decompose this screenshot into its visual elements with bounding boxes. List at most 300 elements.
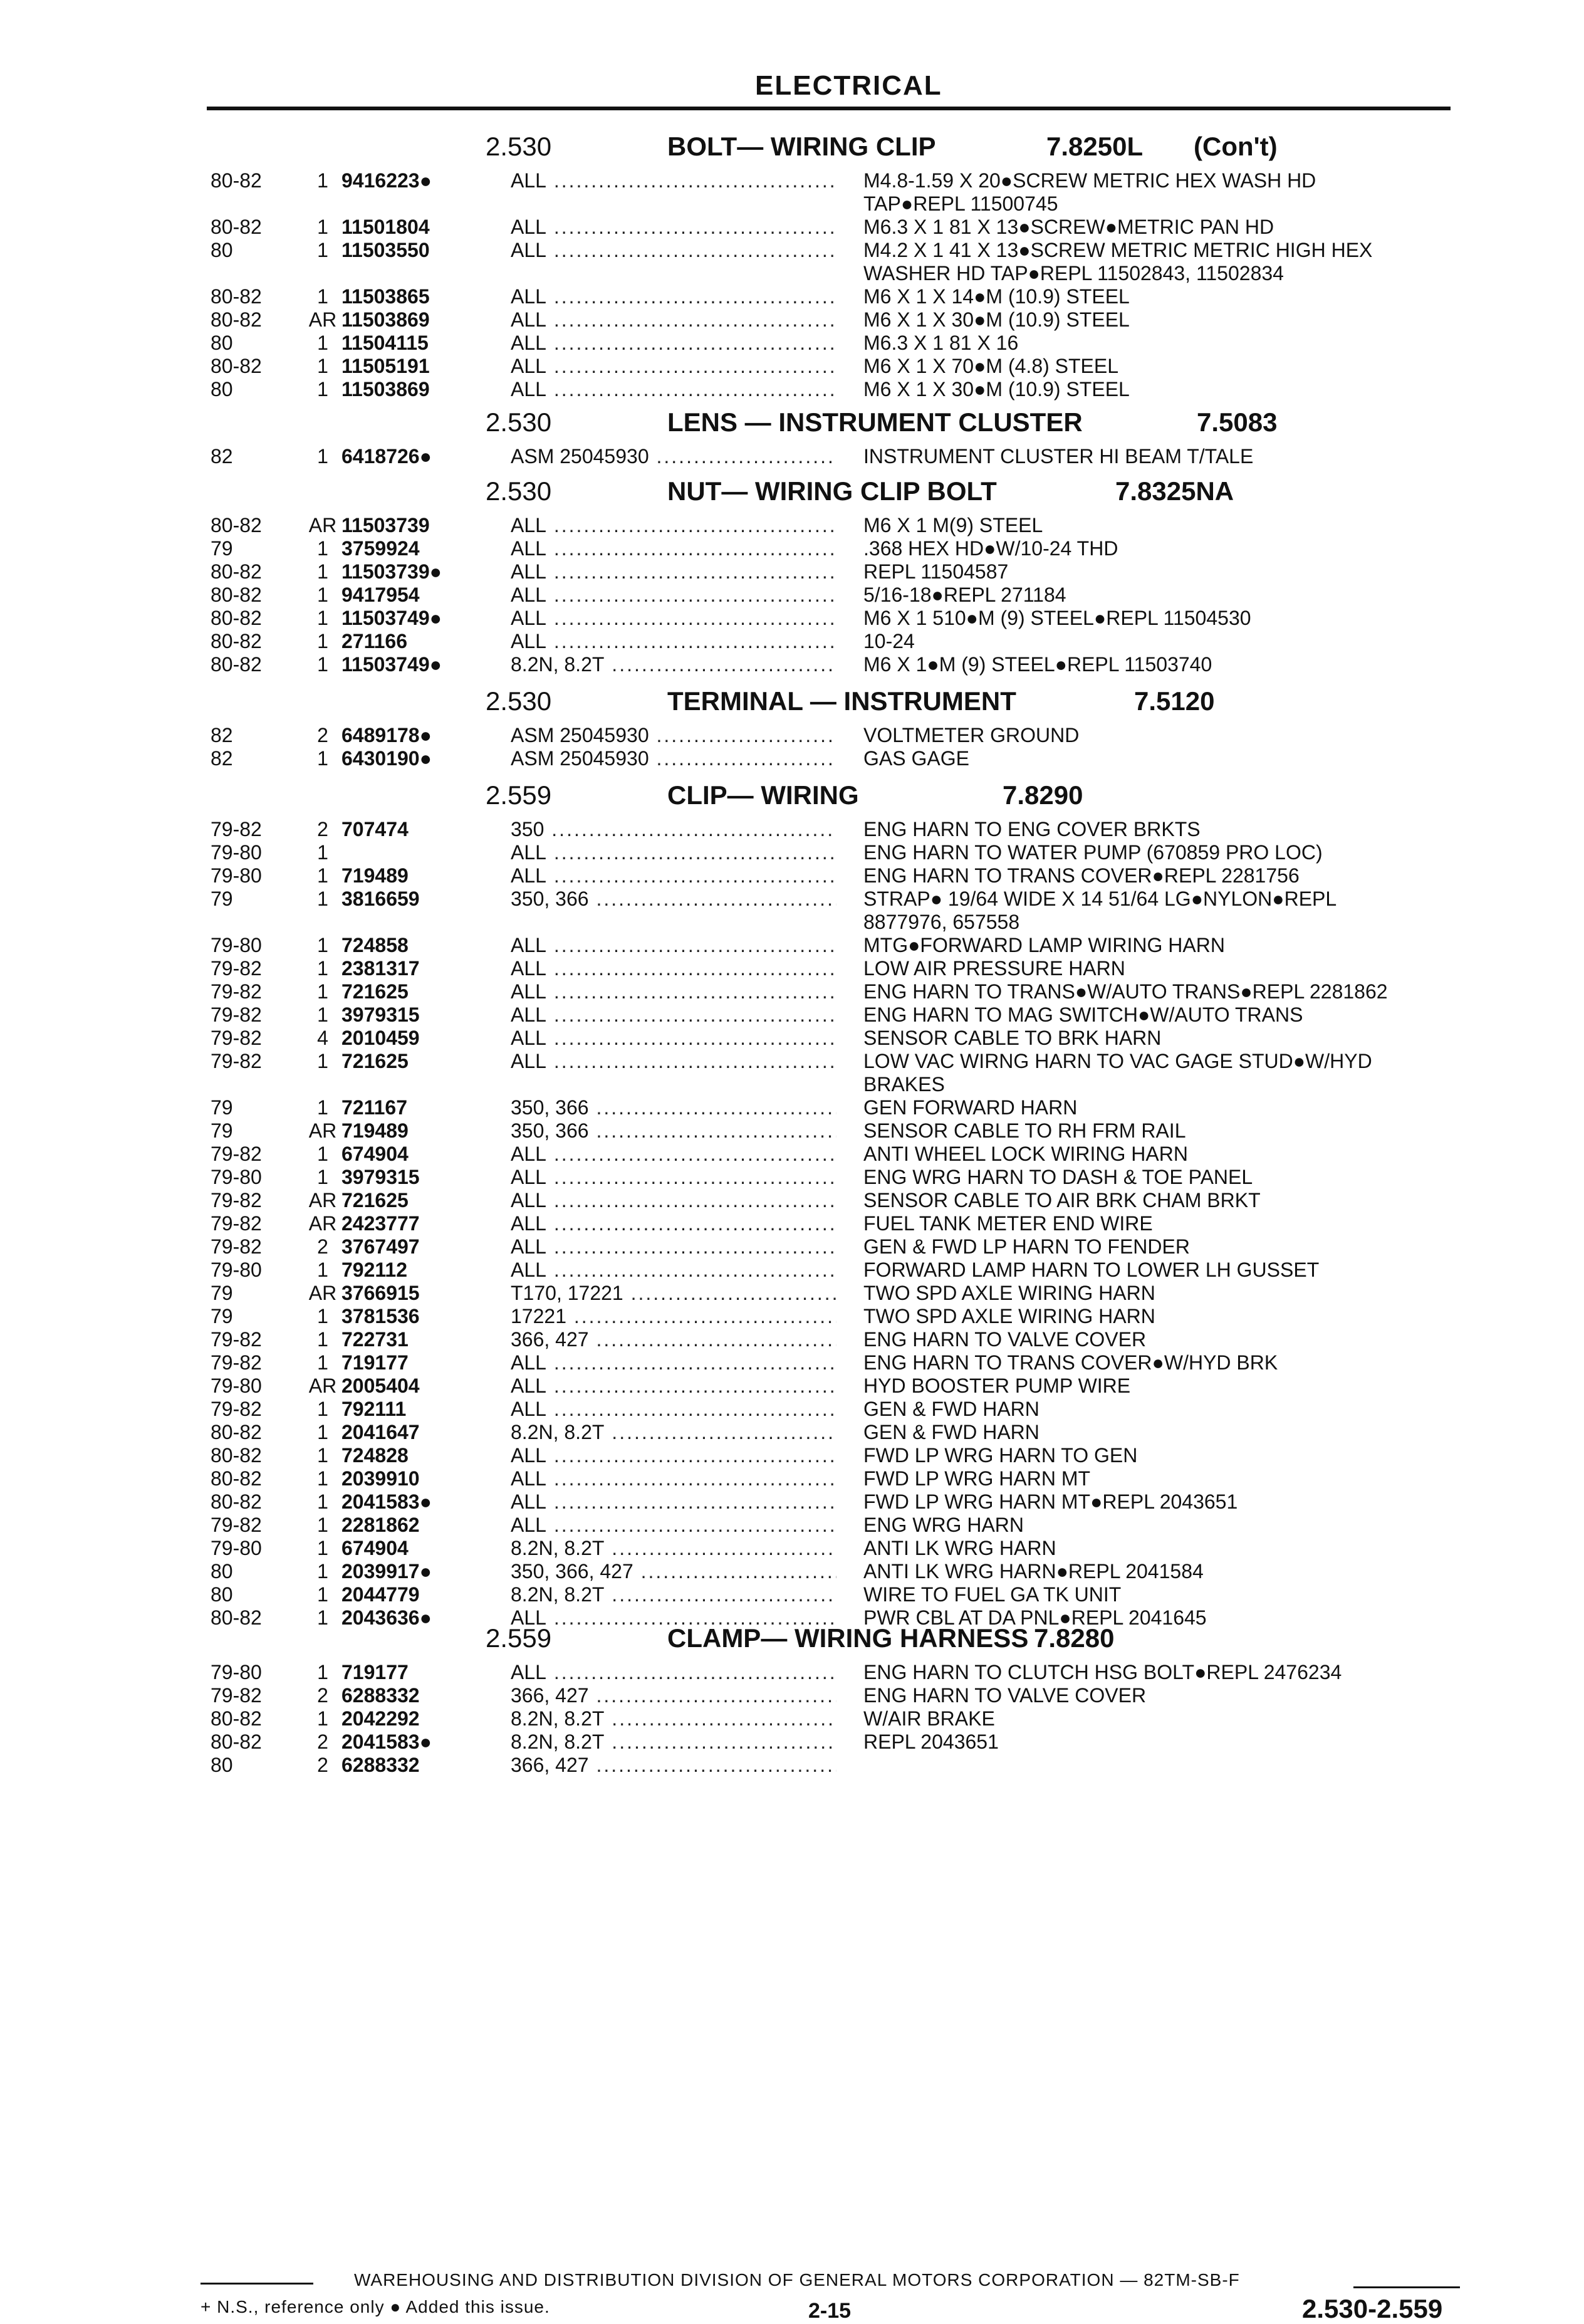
row-quantity: 1: [317, 1661, 328, 1683]
page-title: ELECTRICAL: [755, 70, 942, 101]
section-category: 2.530: [486, 686, 552, 716]
row-years: 79-82: [211, 1003, 262, 1026]
row-years: 79: [211, 1282, 233, 1304]
row-part-number: 792111: [341, 1398, 407, 1420]
row-quantity: 1: [317, 957, 328, 980]
row-quantity: 1: [317, 1398, 328, 1420]
row-description: INSTRUMENT CLUSTER HI BEAM T/TALE: [863, 445, 1254, 468]
table-row: [0, 1189, 1584, 1212]
row-years: 82: [211, 747, 233, 770]
table-row: [0, 192, 1584, 216]
row-description: HYD BOOSTER PUMP WIRE: [863, 1374, 1131, 1397]
section-code: 7.8290: [1003, 780, 1083, 810]
row-part-number: 2005404: [341, 1374, 420, 1397]
row-years: 80: [211, 1583, 233, 1606]
row-description: ENG HARN TO WATER PUMP (670859 PRO LOC): [863, 841, 1323, 864]
section-name: BOLT— WIRING CLIP: [667, 132, 936, 161]
row-part-number: 11504115: [341, 332, 429, 354]
row-description: M6 X 1 X 70●M (4.8) STEEL: [863, 355, 1119, 377]
row-years: 80-82: [211, 355, 262, 377]
row-description: M4.2 X 1 41 X 13●SCREW METRIC METRIC HIGH HEX: [863, 239, 1373, 261]
row-part-number: 721167: [341, 1096, 408, 1119]
table-row: [0, 378, 1584, 401]
row-description: ENG HARN TO TRANS COVER●W/HYD BRK: [863, 1351, 1278, 1374]
row-quantity: 1: [317, 1259, 328, 1281]
row-description: 10-24: [863, 630, 915, 652]
row-model: 350 .....: [511, 818, 836, 841]
row-description: STRAP● 19/64 WIDE X 14 51/64 LG●NYLON●REPL: [863, 887, 1337, 910]
row-description: W/AIR BRAKE: [863, 1707, 995, 1730]
row-model: 8.2N, 8.2T .....: [511, 653, 836, 676]
section-header: [0, 780, 1584, 820]
footer-legend: + N.S., reference only ● Added this issue.: [201, 2297, 550, 2316]
row-years: 79-80: [211, 1166, 262, 1188]
row-model: ALL .....: [511, 584, 836, 607]
row-part-number: 2041647: [341, 1421, 420, 1443]
section-category: 2.559: [486, 780, 552, 810]
table-row: [0, 630, 1584, 653]
row-quantity: 1: [317, 1328, 328, 1351]
table-row: [0, 239, 1584, 262]
table-row: [0, 445, 1584, 468]
row-model: 350, 366, 427 .....: [511, 1560, 836, 1583]
row-part-number: 2281862: [341, 1514, 420, 1536]
row-model: ASM 25045930 .....: [511, 747, 836, 770]
table-row: [0, 1166, 1584, 1189]
row-description: TWO SPD AXLE WIRING HARN: [863, 1305, 1155, 1327]
row-model: 350, 366 .....: [511, 887, 836, 911]
table-row: [0, 1490, 1584, 1514]
row-years: 80-82: [211, 1606, 262, 1629]
section-category: 2.530: [486, 132, 552, 161]
row-description: M6 X 1●M (9) STEEL●REPL 11503740: [863, 653, 1212, 676]
row-quantity: 1: [317, 653, 328, 676]
row-part-number: 11503869: [341, 378, 430, 400]
row-part-number: 3979315: [341, 1166, 420, 1188]
row-description: M6 X 1 510●M (9) STEEL●REPL 11504530: [863, 607, 1251, 629]
row-part-number: 11503869: [341, 308, 430, 331]
row-part-number: 6418726●: [341, 445, 432, 468]
row-part-number: 6288332: [341, 1754, 420, 1776]
row-years: 80-82: [211, 1467, 262, 1490]
row-model: 8.2N, 8.2T .....: [511, 1583, 836, 1606]
section-continued: (Con't): [1194, 132, 1278, 161]
section-header: [0, 1623, 1584, 1663]
footer-corporate-line: WAREHOUSING AND DISTRIBUTION DIVISION OF GENERAL MOTORS CORPORATION — 82TM-SB-F: [354, 2270, 1240, 2290]
section-category: 2.530: [486, 407, 552, 437]
table-row: [0, 1398, 1584, 1421]
row-years: 79-80: [211, 841, 262, 864]
row-model: ALL .....: [511, 630, 836, 653]
table-row: [0, 1119, 1584, 1143]
row-years: 79-82: [211, 1143, 262, 1165]
row-description: .368 HEX HD●W/10-24 THD: [863, 537, 1118, 560]
row-part-number: 2041583●: [341, 1490, 432, 1513]
row-model: ALL .....: [511, 1235, 836, 1259]
row-quantity: 1: [317, 1305, 328, 1327]
row-part-number: 719177: [341, 1661, 409, 1683]
row-quantity: 1: [317, 864, 328, 887]
row-quantity: AR: [308, 1119, 337, 1142]
row-quantity: 1: [317, 1606, 328, 1629]
section-header: [0, 686, 1584, 726]
row-model: ALL .....: [511, 934, 836, 957]
row-description: FWD LP WRG HARN MT: [863, 1467, 1091, 1490]
row-model: ALL .....: [511, 239, 836, 262]
row-description: FWD LP WRG HARN MT●REPL 2043651: [863, 1490, 1238, 1513]
row-quantity: 1: [317, 747, 328, 770]
section-name: TERMINAL — INSTRUMENT: [667, 686, 1016, 716]
row-years: 79-82: [211, 818, 262, 840]
row-model: 366, 427 .....: [511, 1684, 836, 1707]
table-row: [0, 560, 1584, 584]
row-quantity: 2: [317, 1235, 328, 1258]
section-code: 7.5120: [1134, 686, 1215, 716]
row-quantity: 1: [317, 1707, 328, 1730]
row-description: M6 X 1 X 30●M (10.9) STEEL: [863, 378, 1130, 400]
table-row: [0, 1560, 1584, 1583]
table-row: [0, 537, 1584, 560]
section-code: 7.5083: [1197, 407, 1278, 437]
table-row: [0, 262, 1584, 285]
row-part-number: 6288332: [341, 1684, 420, 1707]
row-part-number: 271166: [341, 630, 408, 652]
row-quantity: 1: [317, 1537, 328, 1559]
row-quantity: 1: [317, 216, 328, 238]
row-quantity: 1: [317, 378, 328, 400]
section-name: LENS — INSTRUMENT CLUSTER: [667, 407, 1083, 437]
row-years: 80-82: [211, 607, 262, 629]
row-part-number: 9417954: [341, 584, 420, 606]
footer-rule-left: [201, 2283, 313, 2285]
table-row: [0, 216, 1584, 239]
row-description: LOW AIR PRESSURE HARN: [863, 957, 1125, 980]
row-part-number: 2044779: [341, 1583, 420, 1606]
row-years: 79: [211, 537, 233, 560]
row-quantity: 1: [317, 1351, 328, 1374]
row-part-number: 2381317: [341, 957, 420, 980]
table-row: [0, 1514, 1584, 1537]
row-quantity: 1: [317, 1583, 328, 1606]
table-row: [0, 724, 1584, 747]
row-model: 350, 366 .....: [511, 1096, 836, 1119]
row-model: ALL .....: [511, 355, 836, 378]
row-model: ALL .....: [511, 537, 836, 560]
row-quantity: 1: [317, 1490, 328, 1513]
row-model: ALL .....: [511, 1514, 836, 1537]
row-description: M6 X 1 M(9) STEEL: [863, 514, 1043, 537]
row-model: ALL .....: [511, 1003, 836, 1027]
row-model: 8.2N, 8.2T .....: [511, 1537, 836, 1560]
row-quantity: 2: [317, 1684, 328, 1707]
table-row: [0, 607, 1584, 630]
row-model: ASM 25045930 .....: [511, 724, 836, 747]
row-quantity: 1: [317, 1166, 328, 1188]
row-part-number: 11503865: [341, 285, 430, 308]
section-category: 2.530: [486, 476, 552, 506]
row-quantity: AR: [308, 308, 337, 331]
row-model: 17221 .....: [511, 1305, 836, 1328]
row-description: SENSOR CABLE TO BRK HARN: [863, 1027, 1162, 1049]
row-description: WIRE TO FUEL GA TK UNIT: [863, 1583, 1122, 1606]
row-part-number: 724828: [341, 1444, 409, 1467]
table-row: [0, 584, 1584, 607]
row-description: REPL 11504587: [863, 560, 1009, 583]
row-description: TAP●REPL 11500745: [863, 192, 1058, 215]
row-part-number: 3781536: [341, 1305, 420, 1327]
row-description: ENG HARN TO CLUTCH HSG BOLT●REPL 2476234: [863, 1661, 1342, 1683]
row-quantity: 1: [317, 445, 328, 468]
row-part-number: 2039917●: [341, 1560, 432, 1583]
row-model: ALL .....: [511, 1351, 836, 1374]
table-row: [0, 1143, 1584, 1166]
row-quantity: 1: [317, 1514, 328, 1536]
row-years: 79-80: [211, 934, 262, 956]
row-part-number: 674904: [341, 1143, 409, 1165]
row-part-number: 719177: [341, 1351, 409, 1374]
row-years: 79-82: [211, 1328, 262, 1351]
row-part-number: 721625: [341, 1189, 409, 1212]
row-part-number: 2042292: [341, 1707, 420, 1730]
row-description: BRAKES: [863, 1073, 945, 1096]
table-row: [0, 1374, 1584, 1398]
row-quantity: 1: [317, 239, 328, 261]
row-description: ENG WRG HARN TO DASH & TOE PANEL: [863, 1166, 1253, 1188]
row-quantity: 1: [317, 630, 328, 652]
row-years: 79-80: [211, 1259, 262, 1281]
row-part-number: 719489: [341, 864, 409, 887]
row-years: 80-82: [211, 653, 262, 676]
row-part-number: 707474: [341, 818, 409, 840]
table-row: [0, 1027, 1584, 1050]
section-category: 2.559: [486, 1623, 552, 1653]
row-part-number: 2039910: [341, 1467, 420, 1490]
row-years: 80: [211, 378, 233, 400]
row-description: M6 X 1 X 30●M (10.9) STEEL: [863, 308, 1130, 331]
row-years: 80-82: [211, 560, 262, 583]
row-model: ALL .....: [511, 607, 836, 630]
row-years: 80: [211, 332, 233, 354]
row-model: ALL .....: [511, 514, 836, 537]
row-model: 8.2N, 8.2T .....: [511, 1707, 836, 1730]
row-quantity: 1: [317, 1096, 328, 1119]
row-years: 80-82: [211, 169, 262, 192]
row-model: ALL .....: [511, 1027, 836, 1050]
row-quantity: AR: [308, 1212, 337, 1235]
row-description: ENG HARN TO ENG COVER BRKTS: [863, 818, 1201, 840]
section-header: [0, 476, 1584, 516]
row-model: ALL .....: [511, 1050, 836, 1073]
row-model: 366, 427 .....: [511, 1328, 836, 1351]
row-years: 80-82: [211, 1730, 262, 1753]
row-quantity: AR: [308, 1374, 337, 1397]
row-model: ALL .....: [511, 1143, 836, 1166]
table-row: [0, 1351, 1584, 1374]
row-years: 79-82: [211, 1027, 262, 1049]
table-row: [0, 818, 1584, 841]
table-row: [0, 980, 1584, 1003]
row-quantity: AR: [308, 514, 337, 537]
row-quantity: 1: [317, 285, 328, 308]
row-description: 5/16-18●REPL 271184: [863, 584, 1066, 606]
table-row: [0, 747, 1584, 770]
row-quantity: 1: [317, 1467, 328, 1490]
row-model: 366, 427 .....: [511, 1754, 836, 1777]
table-row: [0, 169, 1584, 192]
row-quantity: 1: [317, 1560, 328, 1583]
row-description: GEN & FWD LP HARN TO FENDER: [863, 1235, 1190, 1258]
row-description: FUEL TANK METER END WIRE: [863, 1212, 1153, 1235]
row-years: 79-82: [211, 1189, 262, 1212]
row-years: 80-82: [211, 630, 262, 652]
row-quantity: 4: [317, 1027, 328, 1049]
footer-rule-right: [1353, 2286, 1460, 2288]
row-description: LOW VAC WIRNG HARN TO VAC GAGE STUD●W/HYD: [863, 1050, 1372, 1072]
row-part-number: 11503550: [341, 239, 430, 261]
row-part-number: 721625: [341, 980, 409, 1003]
row-years: 79-80: [211, 864, 262, 887]
table-row: [0, 1754, 1584, 1777]
row-quantity: 1: [317, 537, 328, 560]
section-name: CLIP— WIRING: [667, 780, 859, 810]
table-row: [0, 864, 1584, 887]
row-model: ALL .....: [511, 216, 836, 239]
row-description: M6.3 X 1 81 X 13●SCREW●METRIC PAN HD: [863, 216, 1274, 238]
row-quantity: 1: [317, 934, 328, 956]
row-model: T170, 17221 .....: [511, 1282, 836, 1305]
row-quantity: 2: [317, 1754, 328, 1776]
row-description: ENG WRG HARN: [863, 1514, 1024, 1536]
row-years: 80-82: [211, 584, 262, 606]
table-row: [0, 1235, 1584, 1259]
row-quantity: AR: [308, 1282, 337, 1304]
row-part-number: 2010459: [341, 1027, 420, 1049]
row-description: ANTI LK WRG HARN●REPL 2041584: [863, 1560, 1204, 1583]
row-description: ANTI LK WRG HARN: [863, 1537, 1056, 1559]
table-row: [0, 1583, 1584, 1606]
row-part-number: 2423777: [341, 1212, 420, 1235]
table-row: [0, 514, 1584, 537]
table-row: [0, 1730, 1584, 1754]
section-header: [0, 407, 1584, 448]
row-years: 79: [211, 887, 233, 910]
table-row: [0, 1212, 1584, 1235]
row-years: 79-82: [211, 980, 262, 1003]
row-description: VOLTMETER GROUND: [863, 724, 1080, 746]
table-row: [0, 1444, 1584, 1467]
row-description: ENG HARN TO TRANS●W/AUTO TRANS●REPL 2281862: [863, 980, 1388, 1003]
row-model: 8.2N, 8.2T .....: [511, 1730, 836, 1754]
row-part-number: 674904: [341, 1537, 409, 1559]
row-years: 79-80: [211, 1537, 262, 1559]
row-description: SENSOR CABLE TO RH FRM RAIL: [863, 1119, 1186, 1142]
table-row: [0, 332, 1584, 355]
row-years: 82: [211, 724, 233, 746]
row-years: 79-80: [211, 1661, 262, 1683]
row-model: ALL .....: [511, 285, 836, 308]
row-years: 82: [211, 445, 233, 468]
row-description: ENG HARN TO VALVE COVER: [863, 1684, 1147, 1707]
row-model: ALL .....: [511, 1444, 836, 1467]
row-part-number: 11503739●: [341, 560, 442, 583]
row-years: 79: [211, 1305, 233, 1327]
row-model: ALL .....: [511, 1661, 836, 1684]
row-model: 8.2N, 8.2T .....: [511, 1421, 836, 1444]
row-quantity: 1: [317, 841, 328, 864]
row-quantity: 1: [317, 1421, 328, 1443]
row-quantity: 1: [317, 607, 328, 629]
row-part-number: 6489178●: [341, 724, 432, 746]
section-code: 7.8325NA: [1115, 476, 1234, 506]
row-quantity: 2: [317, 724, 328, 746]
row-years: 80-82: [211, 1490, 262, 1513]
row-model: ALL .....: [511, 1490, 836, 1514]
row-quantity: 1: [317, 355, 328, 377]
row-years: 79-82: [211, 1351, 262, 1374]
row-description: SENSOR CABLE TO AIR BRK CHAM BRKT: [863, 1189, 1261, 1212]
table-row: [0, 1328, 1584, 1351]
row-years: 79-82: [211, 1235, 262, 1258]
row-quantity: 1: [317, 887, 328, 910]
row-model: ALL .....: [511, 308, 836, 332]
row-model: ALL .....: [511, 378, 836, 401]
table-row: [0, 653, 1584, 676]
row-years: 79-82: [211, 1398, 262, 1420]
row-quantity: 1: [317, 980, 328, 1003]
row-model: ALL .....: [511, 1166, 836, 1189]
table-row: [0, 1073, 1584, 1096]
row-part-number: 3759924: [341, 537, 420, 560]
row-quantity: 1: [317, 1050, 328, 1072]
row-description: PWR CBL AT DA PNL●REPL 2041645: [863, 1606, 1207, 1629]
row-description: GEN & FWD HARN: [863, 1398, 1040, 1420]
row-description: REPL 2043651: [863, 1730, 999, 1753]
table-row: [0, 1282, 1584, 1305]
row-years: 80-82: [211, 216, 262, 238]
row-description: TWO SPD AXLE WIRING HARN: [863, 1282, 1155, 1304]
row-years: 79-82: [211, 1050, 262, 1072]
row-description: ENG HARN TO TRANS COVER●REPL 2281756: [863, 864, 1300, 887]
row-model: 350, 366 .....: [511, 1119, 836, 1143]
row-model: ALL .....: [511, 864, 836, 887]
row-part-number: 721625: [341, 1050, 409, 1072]
row-model: ALL .....: [511, 332, 836, 355]
row-model: ALL .....: [511, 1212, 836, 1235]
table-row: [0, 1421, 1584, 1444]
row-years: 80: [211, 1560, 233, 1583]
row-years: 79-82: [211, 1514, 262, 1536]
row-quantity: 1: [317, 584, 328, 606]
row-quantity: 2: [317, 1730, 328, 1753]
row-years: 79: [211, 1119, 233, 1142]
row-years: 80: [211, 1754, 233, 1776]
row-model: ALL .....: [511, 957, 836, 980]
table-row: [0, 1050, 1584, 1073]
row-model: ALL .....: [511, 1189, 836, 1212]
table-row: [0, 1003, 1584, 1027]
table-row: [0, 1707, 1584, 1730]
row-description: M6 X 1 X 14●M (10.9) STEEL: [863, 285, 1130, 308]
row-part-number: 2043636●: [341, 1606, 432, 1629]
row-model: ALL .....: [511, 560, 836, 584]
row-years: 80-82: [211, 308, 262, 331]
row-model: ALL .....: [511, 980, 836, 1003]
row-years: 80-82: [211, 1421, 262, 1443]
row-years: 80-82: [211, 1444, 262, 1467]
row-part-number: 719489: [341, 1119, 409, 1142]
row-quantity: 1: [317, 1143, 328, 1165]
section-header: [0, 132, 1584, 172]
